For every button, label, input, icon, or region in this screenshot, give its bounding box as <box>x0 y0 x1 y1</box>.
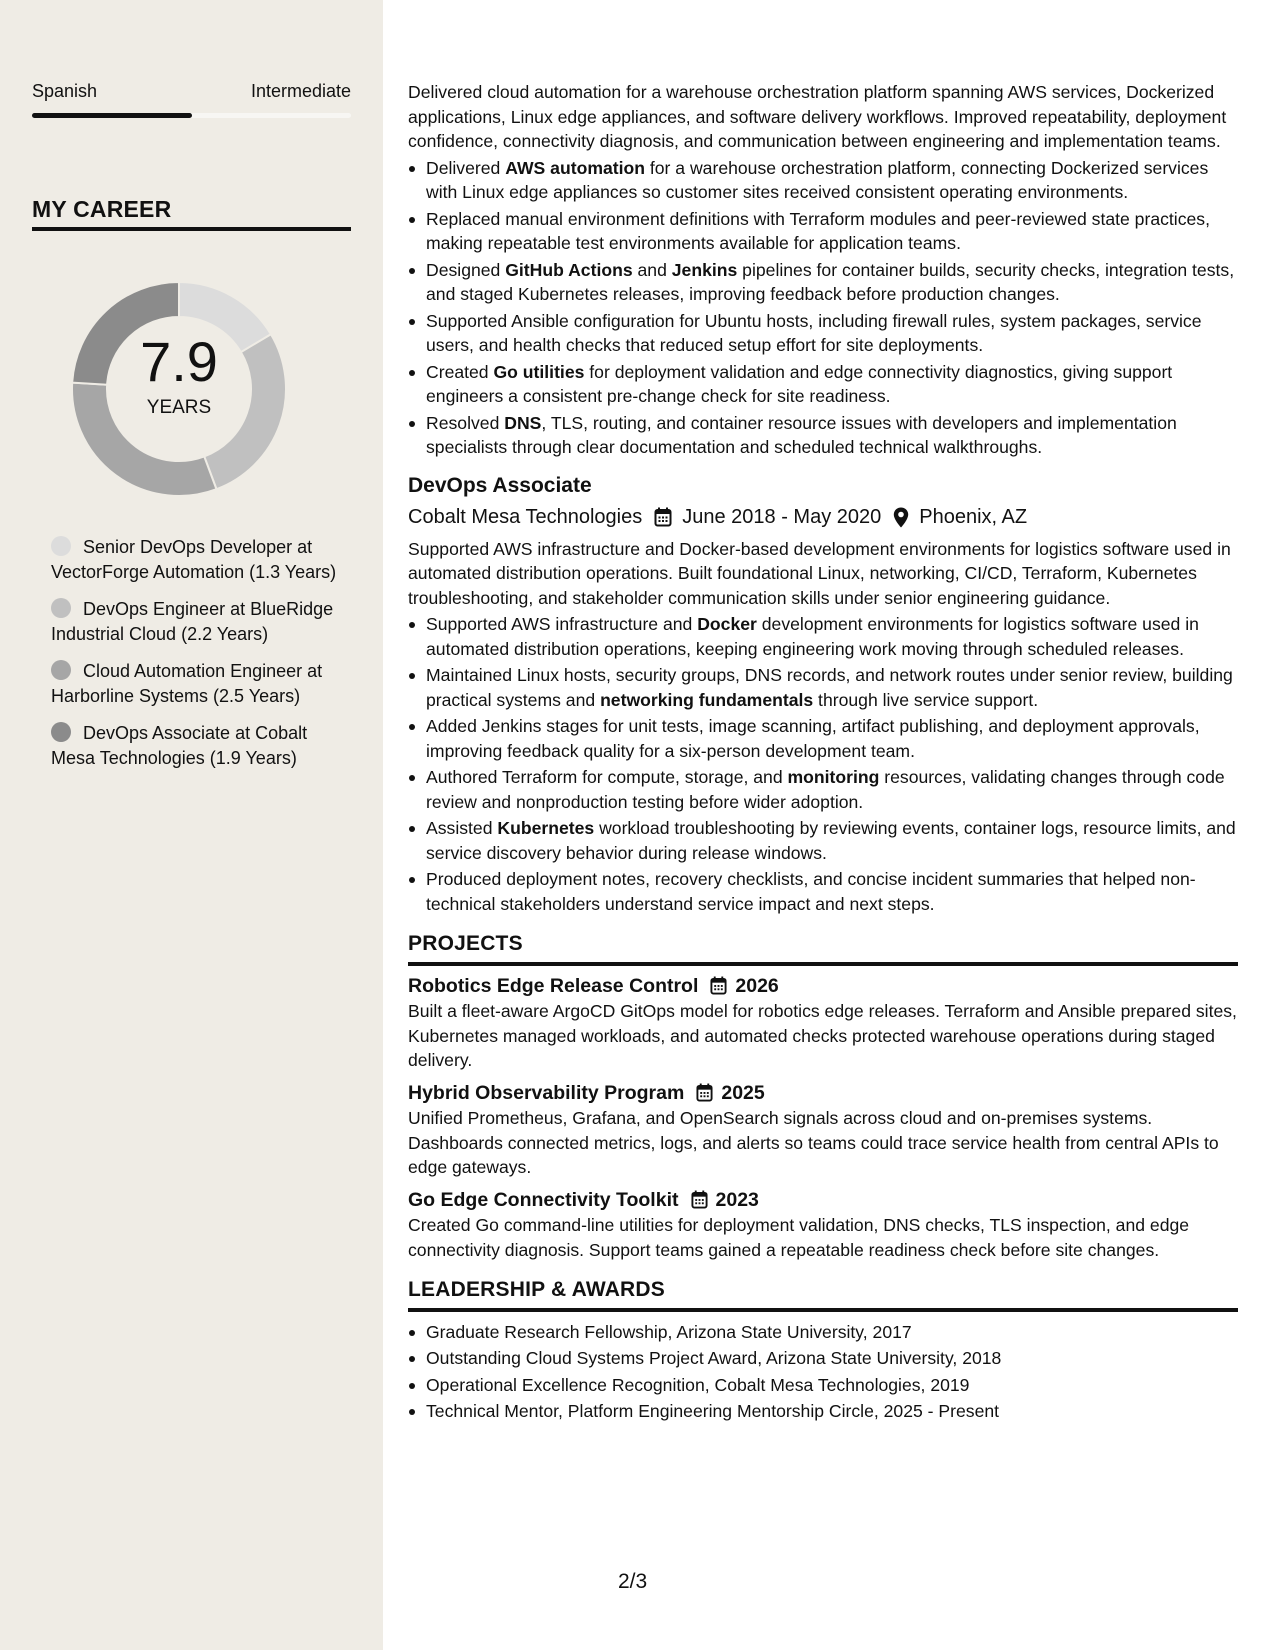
language-proficiency-fill <box>32 113 192 118</box>
bullet-highlight: monitoring <box>787 767 880 787</box>
bullet-item <box>408 816 1238 865</box>
bullet-text: Delivered <box>426 157 506 178</box>
project-title: Go Edge Connectivity Toolkit <box>408 1188 679 1211</box>
project-year: 2025 <box>721 1081 765 1104</box>
bullet-text: development environments for logistics software used in automated distribution operations, keeping engineering work moving through scheduled releases. <box>426 614 1199 659</box>
bullet-item <box>408 714 1238 763</box>
experience-summary: Delivered cloud automation for a warehouse orchestration platform spanning AWS services, Dockerized applications, Linux edge appliances, and software delivery workflows. Improved repeatability, deployment confidence, connectivity diagnosis, and communication between engineering and implementation teams. <box>408 82 1227 151</box>
job-title: DevOps Associate <box>408 473 592 497</box>
calendar-icon <box>710 976 727 995</box>
awards-heading: LEADERSHIP & AWARDS <box>408 1278 665 1301</box>
bullet-text: Supported Ansible configuration for Ubuntu hosts, including firewall rules, system packages, service users, and health checks that reduced setup effort for site deployments. <box>426 310 1202 355</box>
bullet-text: for a warehouse orchestration platform, connecting Dockerized services with Linux edge appliances so customer sites received consistent operating environments. <box>426 157 1209 202</box>
career-legend-label: Senior DevOps Developer at VectorForge Automation (1.3 Years) <box>51 537 337 582</box>
awards-list <box>408 1320 1238 1424</box>
bullet-text: Supported AWS infrastructure and <box>426 614 698 634</box>
project-title: Robotics Edge Release Control <box>408 974 699 997</box>
map-pin-icon <box>893 507 909 528</box>
career-total-value: 7.9 <box>140 330 218 393</box>
main-content <box>408 0 1240 1650</box>
job-summary: Supported AWS infrastructure and Docker-based development environments for logistics software used in automated distribution operations. Built foundational Linux, networking, CI/CD, Terraform, Kubernetes troubleshooting, and stakeholder communication skills under senior engineering guidance. <box>408 538 1231 608</box>
bullet-text: Authored Terraform for compute, storage, and <box>426 767 788 787</box>
project-title-row <box>408 1188 1238 1213</box>
career-legend-label: Cloud Automation Engineer at Harborline Systems (2.5 Years) <box>51 661 323 706</box>
bullet-text: workload troubleshooting by reviewing events, container logs, resource limits, and service discovery behavior during release windows. <box>426 818 1236 863</box>
job-company: Cobalt Mesa Technologies <box>408 506 643 528</box>
bullet-text: pipelines for container builds, security checks, integration tests, and staged Kubernetes releases, improving feedback before production changes. <box>426 259 1235 304</box>
bullet-item <box>408 612 1238 661</box>
project-title-row <box>408 1081 1238 1106</box>
bullet-text: Created <box>426 361 494 382</box>
language-name: Spanish <box>32 81 98 101</box>
bullet-text: Resolved <box>426 412 505 433</box>
career-legend-item <box>51 659 341 708</box>
career-legend-item <box>51 535 341 584</box>
legend-dot <box>51 598 71 618</box>
bullet-text: , TLS, routing, and container resource issues with developers and implementation specialists through clear documentation and scheduled technical walkthroughs. <box>426 412 1177 457</box>
bullet-highlight: GitHub Actions <box>505 259 633 280</box>
bullet-highlight: Jenkins <box>671 259 738 280</box>
projects-heading: PROJECTS <box>408 932 523 955</box>
bullet-item <box>408 411 1238 460</box>
bullet-item <box>408 207 1238 256</box>
language-level: Intermediate <box>250 81 351 101</box>
job-meta <box>408 505 1238 530</box>
bullet-text: resources, validating changes through code review and nonproduction testing before wider adoption. <box>426 767 1225 812</box>
bullet-item <box>408 663 1238 712</box>
bullet-text: through live service support. <box>813 689 1039 710</box>
career-legend-label: DevOps Engineer at BlueRidge Industrial Cloud (2.2 Years) <box>51 599 334 644</box>
bullet-item <box>408 765 1238 814</box>
bullet-text: Added Jenkins stages for unit tests, image scanning, artifact publishing, and deployment approvals, improving feedback quality for a six-person development team. <box>426 716 1200 761</box>
awards-heading-rule <box>408 1308 1238 1312</box>
award-item: Operational Excellence Recognition, Cobalt Mesa Technologies, 2019 <box>408 1373 1238 1398</box>
career-legend <box>51 535 341 783</box>
bullet-highlight: Kubernetes <box>497 818 595 838</box>
calendar-icon <box>691 1190 708 1209</box>
bullet-item <box>408 309 1238 358</box>
award-item: Graduate Research Fellowship, Arizona State University, 2017 <box>408 1320 1238 1345</box>
language-proficiency-bar <box>32 113 351 118</box>
job-location: Phoenix, AZ <box>919 506 1028 528</box>
bullet-highlight: AWS automation <box>505 157 645 178</box>
sidebar <box>0 0 383 1650</box>
experience-bullets <box>408 156 1238 460</box>
project-year: 2026 <box>735 974 779 997</box>
language-row <box>32 81 351 102</box>
bullet-item <box>408 258 1238 307</box>
career-legend-label: DevOps Associate at Cobalt Mesa Technologies (1.9 Years) <box>51 723 308 768</box>
bullet-text: Assisted <box>426 818 498 838</box>
bullet-highlight: Go utilities <box>493 361 585 382</box>
bullet-text: Designed <box>426 259 506 280</box>
bullet-highlight: DNS <box>504 412 542 433</box>
project-year: 2023 <box>715 1188 759 1211</box>
bullet-item <box>408 156 1238 205</box>
career-legend-item <box>51 721 341 770</box>
career-donut-chart <box>64 274 294 504</box>
bullet-text: Maintained Linux hosts, security groups, DNS records, and network routes under senior review, building practical systems and <box>426 665 1233 710</box>
project-title-row <box>408 974 1238 999</box>
project-title: Hybrid Observability Program <box>408 1081 685 1104</box>
career-heading-rule <box>32 227 351 231</box>
award-item: Technical Mentor, Platform Engineering Mentorship Circle, 2025 - Present <box>408 1399 1238 1424</box>
resume-body <box>408 80 1238 1426</box>
bullet-item <box>408 360 1238 409</box>
legend-dot <box>51 536 71 556</box>
page-number: 2/3 <box>618 1570 648 1593</box>
job-dates: June 2018 - May 2020 <box>682 506 882 528</box>
legend-dot <box>51 722 71 742</box>
career-legend-item <box>51 597 341 646</box>
bullet-text: Produced deployment notes, recovery checklists, and concise incident summaries that helped non-technical stakeholders understand service impact and next steps. <box>426 869 1196 914</box>
calendar-icon <box>654 507 672 527</box>
projects-list <box>408 974 1238 1263</box>
project-description: Built a fleet-aware ArgoCD GitOps model for robotics edge releases. Terraform and Ansible prepared sites, Kubernetes managed workloads, and automated checks protected warehouse operations during staged delivery. <box>408 1001 1237 1070</box>
legend-dot <box>51 660 71 680</box>
calendar-icon <box>696 1083 713 1102</box>
job-bullets <box>408 612 1238 916</box>
bullet-highlight: networking fundamentals <box>600 689 814 710</box>
career-total-unit: YEARS <box>146 397 212 418</box>
bullet-text: Replaced manual environment definitions with Terraform modules and peer-reviewed state practices, making repeatable test environments available for application teams. <box>426 208 1210 253</box>
bullet-highlight: Docker <box>697 614 757 634</box>
career-heading: MY CAREER <box>32 196 172 222</box>
project-description: Unified Prometheus, Grafana, and OpenSearch signals across cloud and on-premises systems. Dashboards connected metrics, logs, and alerts so teams could trace service health from central APIs to edge gateways. <box>408 1108 1219 1177</box>
bullet-text: and <box>632 259 672 280</box>
project-description: Created Go command-line utilities for deployment validation, DNS checks, TLS inspection, and edge connectivity diagnosis. Support teams gained a repeatable readiness check before site changes. <box>408 1215 1190 1260</box>
bullet-text: for deployment validation and edge connectivity diagnostics, giving support engineers a consistent pre-change check for site readiness. <box>426 361 1173 406</box>
bullet-item <box>408 867 1238 916</box>
projects-heading-rule <box>408 962 1238 966</box>
award-item: Outstanding Cloud Systems Project Award, Arizona State University, 2018 <box>408 1346 1238 1371</box>
